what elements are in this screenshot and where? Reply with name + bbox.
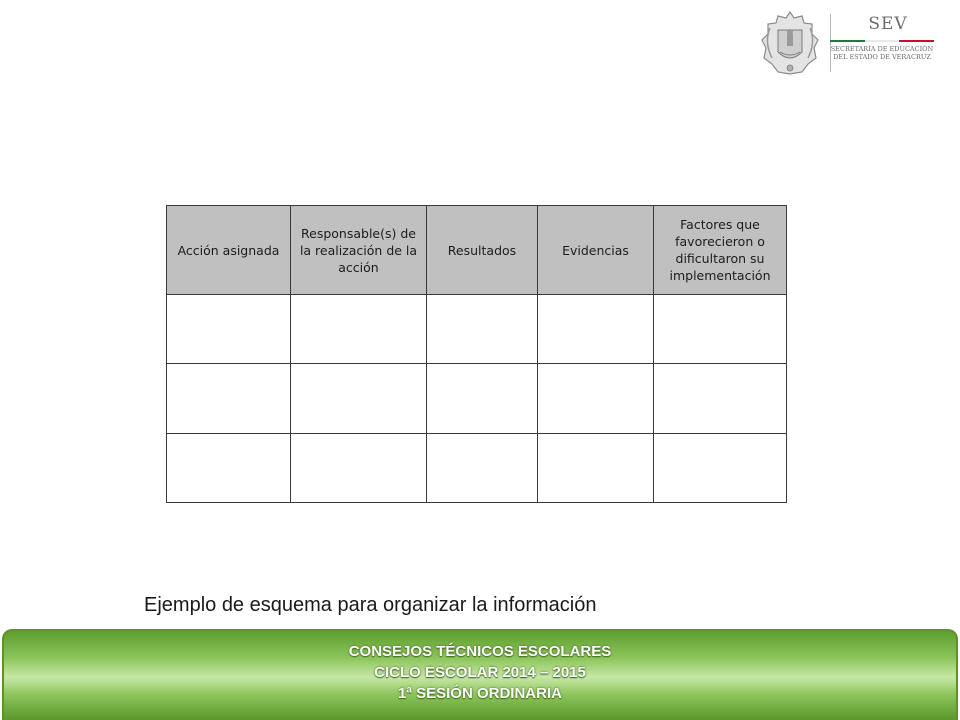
table-cell bbox=[167, 364, 291, 434]
table-cell bbox=[291, 364, 427, 434]
sev-subtitle-line1: SECRETARÍA DE EDUCACIÓN bbox=[830, 45, 934, 53]
flag-color-bar bbox=[830, 40, 934, 42]
header-responsables: Responsable(s) de la realización de la acción bbox=[291, 206, 427, 295]
table-cell bbox=[167, 295, 291, 364]
footer-line-cycle: CICLO ESCOLAR 2014 – 2015 bbox=[374, 664, 586, 681]
sev-logo-title: SEV bbox=[868, 14, 908, 34]
footer-line-session: 1ª SESIÓN ORDINARIA bbox=[398, 685, 562, 702]
table-cell bbox=[427, 364, 538, 434]
action-table bbox=[166, 205, 787, 503]
sev-logo bbox=[758, 8, 938, 78]
footer-banner bbox=[2, 629, 958, 720]
table-cell bbox=[538, 295, 654, 364]
table-cell bbox=[427, 434, 538, 503]
table-row bbox=[167, 364, 787, 434]
sev-subtitle-line2: DEL ESTADO DE VERACRUZ bbox=[833, 53, 931, 61]
table-cell bbox=[291, 295, 427, 364]
table-cell bbox=[427, 295, 538, 364]
table-cell bbox=[654, 364, 787, 434]
table-cell bbox=[654, 434, 787, 503]
table-cell bbox=[538, 434, 654, 503]
veracruz-coat-of-arms-icon bbox=[758, 8, 822, 78]
sev-logo-subtitle bbox=[830, 45, 934, 61]
table-cell bbox=[291, 434, 427, 503]
table-caption: Ejemplo de esquema para organizar la información bbox=[144, 594, 597, 616]
logo-divider bbox=[830, 14, 831, 72]
table-cell bbox=[654, 295, 787, 364]
header-resultados: Resultados bbox=[427, 206, 538, 295]
header-accion-asignada: Acción asignada bbox=[167, 206, 291, 295]
header-factores: Factores que favorecieron o dificultaron su implementación bbox=[654, 206, 787, 295]
footer-line-council: CONSEJOS TÉCNICOS ESCOLARES bbox=[348, 643, 612, 660]
table-cell bbox=[167, 434, 291, 503]
header-evidencias: Evidencias bbox=[538, 206, 654, 295]
table-cell bbox=[538, 364, 654, 434]
table-header-row bbox=[167, 206, 787, 295]
table-row bbox=[167, 295, 787, 364]
table-row bbox=[167, 434, 787, 503]
